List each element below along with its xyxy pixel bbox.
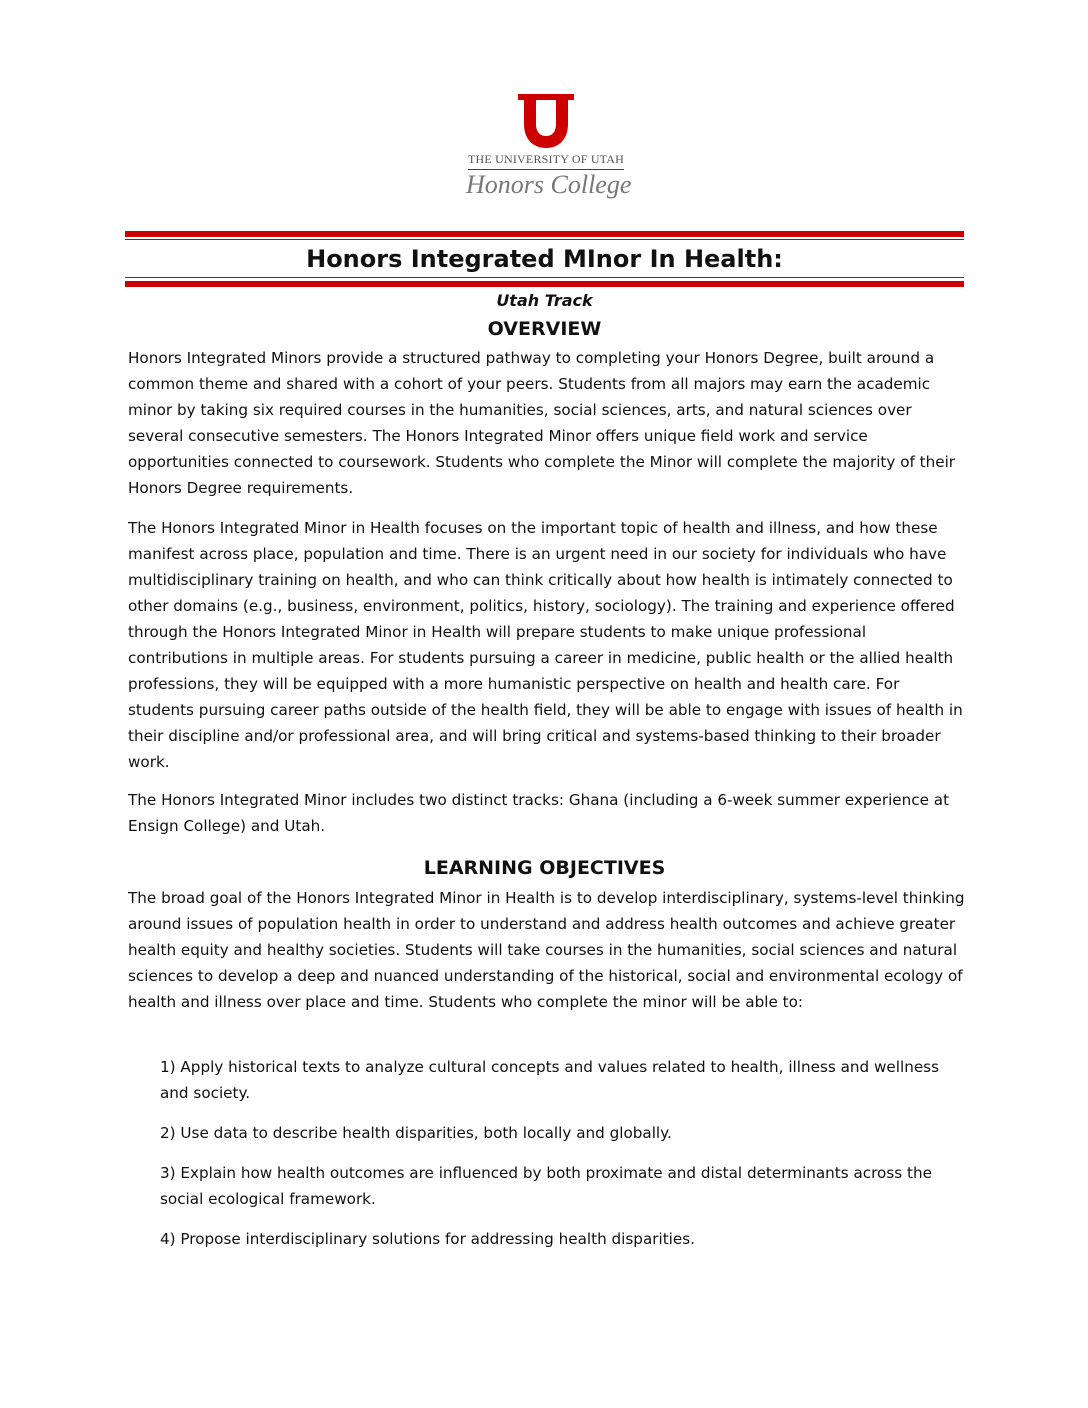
title-top-thin-rule [125, 239, 964, 240]
title-bottom-thin-rule [125, 277, 964, 278]
objectives-list [160, 1054, 960, 1266]
objective-item-2: 2) Use data to describe health disparities, both locally and globally. [160, 1124, 672, 1142]
block-u-logo-icon [518, 94, 574, 148]
overview-heading: OVERVIEW [487, 318, 602, 340]
logo-college-name: Honors College [466, 170, 632, 199]
title-bottom-rule [125, 281, 964, 287]
page-title: Honors Integrated MInor In Health: [306, 245, 783, 273]
objective-item-4: 4) Propose interdisciplinary solutions for addressing health disparities. [160, 1230, 695, 1248]
objective-item-3: 3) Explain how health outcomes are influenced by both proximate and distal determinants across the social ecological framework. [160, 1164, 932, 1208]
university-logo [466, 94, 632, 209]
title-top-rule [125, 231, 964, 237]
objective-item-1: 1) Apply historical texts to analyze cultural concepts and values related to health, illness and wellness and society. [160, 1058, 940, 1102]
track-subtitle: Utah Track [496, 291, 593, 310]
logo-university-name: THE UNIVERSITY OF UTAH [468, 152, 624, 166]
learning-objectives-heading: LEARNING OBJECTIVES [423, 857, 666, 879]
overview-paragraph-3: The Honors Integrated Minor includes two distinct tracks: Ghana (including a 6-week summer experience at Ensign College) and Utah. [128, 791, 950, 835]
overview-paragraph-2: The Honors Integrated Minor in Health focuses on the important topic of health and illness, and how these manifest across place, population and time. There is an urgent need in our society for individuals who have multidisciplinary training on health, and who can think critically about how health is intimately connected to other domains (e.g., business, environment, politics, history, sociology). The training and experience offered through the Honors Integrated Minor in Health will prepare students to make unique professional contributions in multiple areas. For students pursuing a career in medicine, public health or the allied health professions, they will be equipped with a more humanistic perspective on health and health care. For students pursuing career paths outside of the health field, they will be able to engage with issues of health in their discipline and/or professional area, and will bring critical and systems-based thinking to their broader work. [128, 519, 963, 771]
objectives-intro: The broad goal of the Honors Integrated Minor in Health is to develop interdisciplinary, systems-level thinking around issues of population health in order to understand and address health outcomes and achieve greater health equity and healthy societies. Students will take courses in the humanities, social sciences and natural sciences to develop a deep and nuanced understanding of the historical, social and environmental ecology of health and illness over place and time. Students who complete the minor will be able to: [128, 889, 965, 1011]
overview-paragraph-1: Honors Integrated Minors provide a structured pathway to completing your Honors Degree, built around a common theme and shared with a cohort of your peers. Students from all majors may earn the academic minor by taking six required courses in the humanities, social sciences, arts, and natural sciences over several consecutive semesters. The Honors Integrated Minor offers unique field work and service opportunities connected to coursework. Students who complete the Minor will complete the majority of their Honors Degree requirements. [128, 349, 956, 497]
